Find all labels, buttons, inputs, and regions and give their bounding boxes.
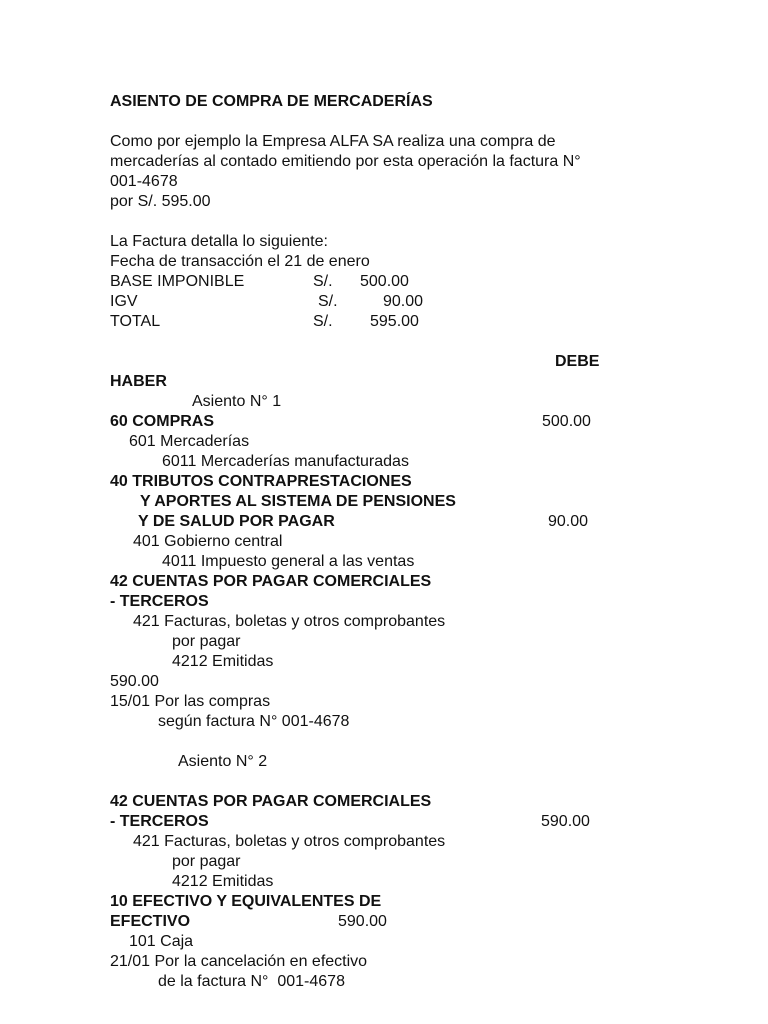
debe-amount: 90.00 [548, 513, 589, 530]
account-4212: 4212 Emitidas [172, 873, 274, 890]
account-421: por pagar [172, 853, 241, 870]
glosa: según factura N° 001-4678 [158, 713, 350, 730]
document-title: ASIENTO DE COMPRA DE MERCADERÍAS [110, 93, 433, 110]
account-40: Y DE SALUD POR PAGAR [138, 513, 335, 530]
asiento-title: Asiento N° 1 [192, 393, 282, 410]
factura-row-amount: 90.00 [383, 293, 424, 310]
glosa: 15/01 Por las compras [110, 693, 271, 710]
debe-amount: 590.00 [541, 813, 590, 830]
factura-heading: La Factura detalla lo siguiente: [110, 233, 328, 250]
column-debe: DEBE [555, 353, 600, 370]
factura-row-currency: S/. [318, 293, 338, 310]
account-101: 101 Caja [129, 933, 194, 950]
factura-row-amount: 595.00 [370, 313, 419, 330]
account-10: 10 EFECTIVO Y EQUIVALENTES DE [110, 893, 382, 910]
factura-row-currency: S/. [313, 313, 333, 330]
account-4212: 4212 Emitidas [172, 653, 274, 670]
account-10: EFECTIVO [110, 913, 191, 930]
account-601: 601 Mercaderías [129, 433, 250, 450]
column-haber: HABER [110, 373, 167, 390]
account-421: 421 Facturas, boletas y otros comprobantes [133, 833, 446, 850]
account-42: - TERCEROS [110, 593, 209, 610]
intro-line: mercaderías al contado emitiendo por esta operación la factura N° [110, 153, 581, 170]
asiento-title: Asiento N° 2 [178, 753, 268, 770]
account-60: 60 COMPRAS [110, 413, 215, 430]
account-401: 401 Gobierno central [133, 533, 283, 550]
factura-row-label: TOTAL [110, 313, 161, 330]
intro-line: por S/. 595.00 [110, 193, 211, 210]
factura-row-label: IGV [110, 293, 138, 310]
glosa: de la factura N° 001-4678 [158, 973, 345, 990]
glosa: 21/01 Por la cancelación en efectivo [110, 953, 368, 970]
debe-amount: 500.00 [542, 413, 591, 430]
account-4011: 4011 Impuesto general a las ventas [162, 553, 415, 570]
account-40: Y APORTES AL SISTEMA DE PENSIONES [140, 493, 456, 510]
factura-row-amount: 500.00 [360, 273, 409, 290]
factura-row-currency: S/. [313, 273, 333, 290]
account-40: 40 TRIBUTOS CONTRAPRESTACIONES [110, 473, 412, 490]
account-42: - TERCEROS [110, 813, 209, 830]
factura-row-label: BASE IMPONIBLE [110, 273, 245, 290]
factura-fecha: Fecha de transacción el 21 de enero [110, 253, 370, 270]
intro-line: 001-4678 [110, 173, 178, 190]
account-421: 421 Facturas, boletas y otros comprobantes [133, 613, 446, 630]
intro-line: Como por ejemplo la Empresa ALFA SA realiza una compra de [110, 133, 556, 150]
account-421: por pagar [172, 633, 241, 650]
account-42: 42 CUENTAS POR PAGAR COMERCIALES [110, 793, 432, 810]
haber-amount: 590.00 [338, 913, 387, 930]
haber-amount: 590.00 [110, 673, 159, 690]
account-6011: 6011 Mercaderías manufacturadas [162, 453, 409, 470]
account-42: 42 CUENTAS POR PAGAR COMERCIALES [110, 573, 432, 590]
